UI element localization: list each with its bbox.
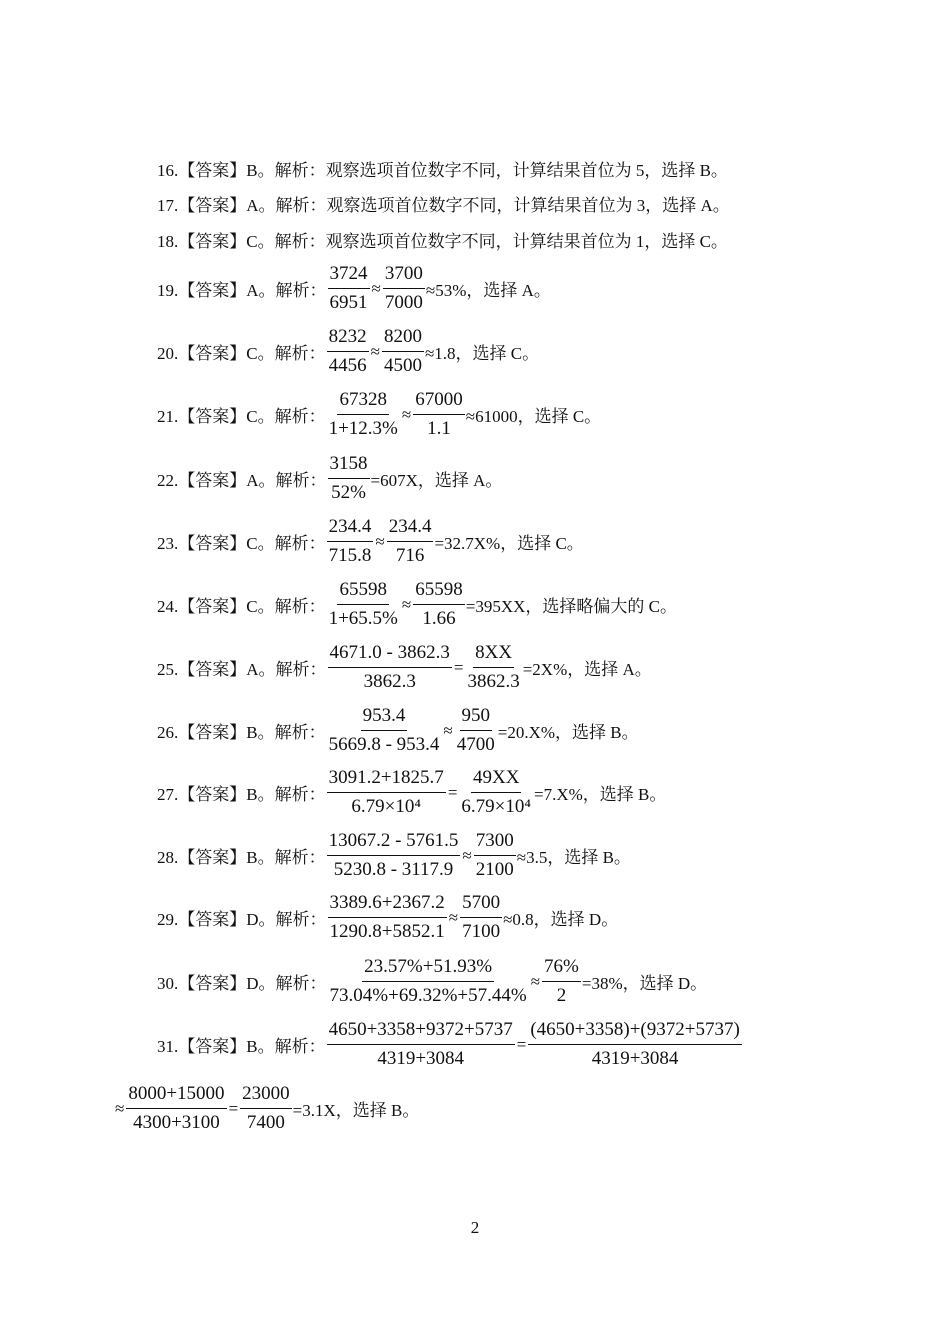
fraction (327, 388, 400, 441)
denominator: 1+65.5% (328, 608, 398, 629)
numerator: 3389.6+2367.2 (328, 891, 447, 918)
operator: = (453, 657, 464, 677)
answer-22 (157, 452, 502, 505)
result-text: ≈53%，选择 A。 (425, 281, 551, 300)
denominator: 715.8 (328, 545, 372, 566)
fraction (459, 766, 533, 819)
denominator: 52% (331, 482, 366, 503)
answer-label: 29.【答案】D。解析： (157, 910, 327, 929)
numerator: (4650+3358)+(9372+5737) (528, 1018, 741, 1045)
fraction (327, 829, 461, 882)
answer-label: 18.【答案】C。解析： (157, 231, 326, 251)
operator: = (447, 782, 458, 802)
fraction (328, 452, 370, 505)
answer-19 (157, 262, 551, 315)
answer-label: 31.【答案】B。解析： (157, 1037, 326, 1056)
numerator: 3158 (328, 452, 370, 479)
numerator: 8200 (382, 325, 424, 352)
denominator: 3862.3 (467, 671, 520, 692)
result-text: ≈61000，选择 C。 (465, 407, 602, 426)
answer-label: 24.【答案】C。解析： (157, 597, 326, 616)
answer-text: 观察选项首位数字不同，计算结果首位为 5，选择 B。 (325, 160, 728, 180)
answer-23 (157, 515, 584, 568)
operator: = (228, 1098, 239, 1118)
answer-24 (157, 578, 677, 631)
result-text: =3.1X，选择 B。 (292, 1101, 420, 1120)
fraction (383, 262, 425, 315)
answer-31 (157, 1018, 743, 1071)
answer-label: 19.【答案】A。解析： (157, 281, 327, 300)
result-text: =2X%，选择 A。 (522, 660, 652, 679)
answer-text: 观察选项首位数字不同，计算结果首位为 1，选择 C。 (325, 231, 728, 251)
denominator: 4300+3100 (133, 1112, 220, 1133)
fraction (328, 891, 447, 944)
denominator: 1290.8+5852.1 (329, 921, 445, 942)
fraction (387, 515, 434, 568)
result-text: =7.X%，选择 B。 (534, 785, 667, 804)
result-text: =38%，选择 D。 (581, 974, 708, 993)
denominator: 4500 (383, 355, 422, 376)
numerator: 4650+3358+9372+5737 (327, 1018, 515, 1045)
answer-26 (157, 704, 639, 757)
answer-label: 17.【答案】A。解析： (157, 195, 327, 215)
denominator: 1+12.3% (328, 418, 398, 439)
fraction (327, 325, 369, 378)
numerator: 234.4 (387, 515, 434, 542)
numerator: 953.4 (361, 704, 408, 731)
denominator: 716 (395, 545, 425, 566)
denominator: 6.79×10⁴ (461, 796, 531, 817)
fraction (528, 1018, 741, 1071)
fraction (327, 515, 374, 568)
answer-label: 16.【答案】B。解析： (157, 160, 326, 180)
operator: = (516, 1034, 527, 1054)
result-text: ≈1.8，选择 C。 (424, 344, 540, 363)
fraction (327, 766, 446, 819)
operator: ≈ (401, 404, 412, 424)
denominator: 7400 (246, 1112, 285, 1133)
denominator: 4456 (328, 355, 367, 376)
denominator: 4319+3084 (377, 1048, 465, 1069)
numerator: 13067.2 - 5761.5 (327, 829, 461, 856)
page-number: 2 (470, 1218, 480, 1237)
numerator: 7300 (474, 829, 516, 856)
result-text: =395XX，选择略偏大的 C。 (465, 597, 677, 616)
fraction (474, 829, 516, 882)
answer-18 (157, 226, 728, 252)
fraction (382, 325, 424, 378)
answer-label: 20.【答案】C。解析： (157, 344, 326, 363)
result-text: ≈3.5，选择 B。 (516, 848, 631, 867)
numerator: 3724 (328, 262, 370, 289)
numerator: 49XX (471, 766, 521, 793)
operator: ≈ (115, 1098, 125, 1118)
fraction (240, 1082, 292, 1135)
denominator: 2 (556, 985, 567, 1006)
numerator: 67000 (413, 388, 465, 415)
denominator: 1.1 (427, 418, 451, 439)
fraction (328, 262, 370, 315)
operator: ≈ (375, 531, 385, 551)
result-text: =20.X%，选择 B。 (497, 723, 639, 742)
result-text: =32.7X%，选择 C。 (434, 534, 584, 553)
numerator: 3091.2+1825.7 (327, 766, 446, 793)
answer-label: 27.【答案】B。解析： (157, 785, 326, 804)
answer-25 (157, 641, 652, 694)
operator: ≈ (443, 720, 453, 740)
denominator: 1.66 (422, 608, 456, 629)
numerator: 3700 (383, 262, 425, 289)
answer-text: 观察选项首位数字不同，计算结果首位为 3，选择 A。 (326, 195, 730, 215)
answer-label: 26.【答案】B。解析： (157, 723, 326, 742)
answer-label: 25.【答案】A。解析： (157, 660, 327, 679)
operator: ≈ (401, 594, 412, 614)
denominator: 7000 (384, 292, 423, 313)
denominator: 5230.8 - 3117.9 (333, 859, 454, 880)
denominator: 7100 (462, 921, 501, 942)
answer-29 (157, 891, 618, 944)
denominator: 4319+3084 (591, 1048, 679, 1069)
fraction (327, 1018, 515, 1071)
result-text: ≈0.8，选择 D。 (503, 910, 619, 929)
numerator: 234.4 (327, 515, 374, 542)
fraction (413, 578, 465, 631)
fraction (327, 578, 400, 631)
answer-label: 30.【答案】D。解析： (157, 974, 327, 993)
denominator: 73.04%+69.32%+57.44% (329, 985, 527, 1006)
numerator: 76% (542, 955, 581, 982)
denominator: 6.79×10⁴ (351, 796, 421, 817)
denominator: 6951 (329, 292, 368, 313)
answer-21 (157, 388, 601, 441)
result-text: =607X，选择 A。 (370, 471, 503, 490)
numerator: 8000+15000 (126, 1082, 226, 1109)
fraction (460, 891, 502, 944)
answer-label: 23.【答案】C。解析： (157, 534, 326, 553)
answer-28 (157, 829, 631, 882)
denominator: 5669.8 - 953.4 (328, 734, 440, 755)
operator: ≈ (370, 341, 380, 361)
answer-31-continued (114, 1082, 419, 1135)
operator: ≈ (371, 278, 381, 298)
fraction (413, 388, 465, 441)
denominator: 3862.3 (363, 671, 416, 692)
numerator: 4671.0 - 3862.3 (328, 641, 452, 668)
operator: ≈ (462, 845, 472, 865)
fraction (328, 955, 529, 1008)
numerator: 8232 (327, 325, 369, 352)
fraction (455, 704, 497, 757)
answer-27 (157, 766, 666, 819)
fraction (328, 641, 452, 694)
denominator: 4700 (456, 734, 495, 755)
operator: ≈ (448, 907, 459, 927)
fraction (465, 641, 521, 694)
fraction (327, 704, 442, 757)
operator: ≈ (530, 971, 541, 991)
answer-label: 28.【答案】B。解析： (157, 848, 326, 867)
numerator: 8XX (473, 641, 514, 668)
answer-20 (157, 325, 539, 378)
numerator: 23000 (240, 1082, 292, 1109)
answer-17 (157, 190, 730, 216)
answer-label: 21.【答案】C。解析： (157, 407, 326, 426)
numerator: 5700 (460, 891, 502, 918)
numerator: 67328 (337, 388, 389, 415)
denominator: 2100 (475, 859, 514, 880)
fraction (126, 1082, 226, 1135)
numerator: 950 (460, 704, 493, 731)
answer-16 (157, 155, 728, 181)
fraction (542, 955, 581, 1008)
numerator: 65598 (337, 578, 389, 605)
answer-label: 22.【答案】A。解析： (157, 471, 327, 490)
answer-30 (157, 955, 707, 1008)
numerator: 65598 (413, 578, 465, 605)
numerator: 23.57%+51.93% (362, 955, 494, 982)
